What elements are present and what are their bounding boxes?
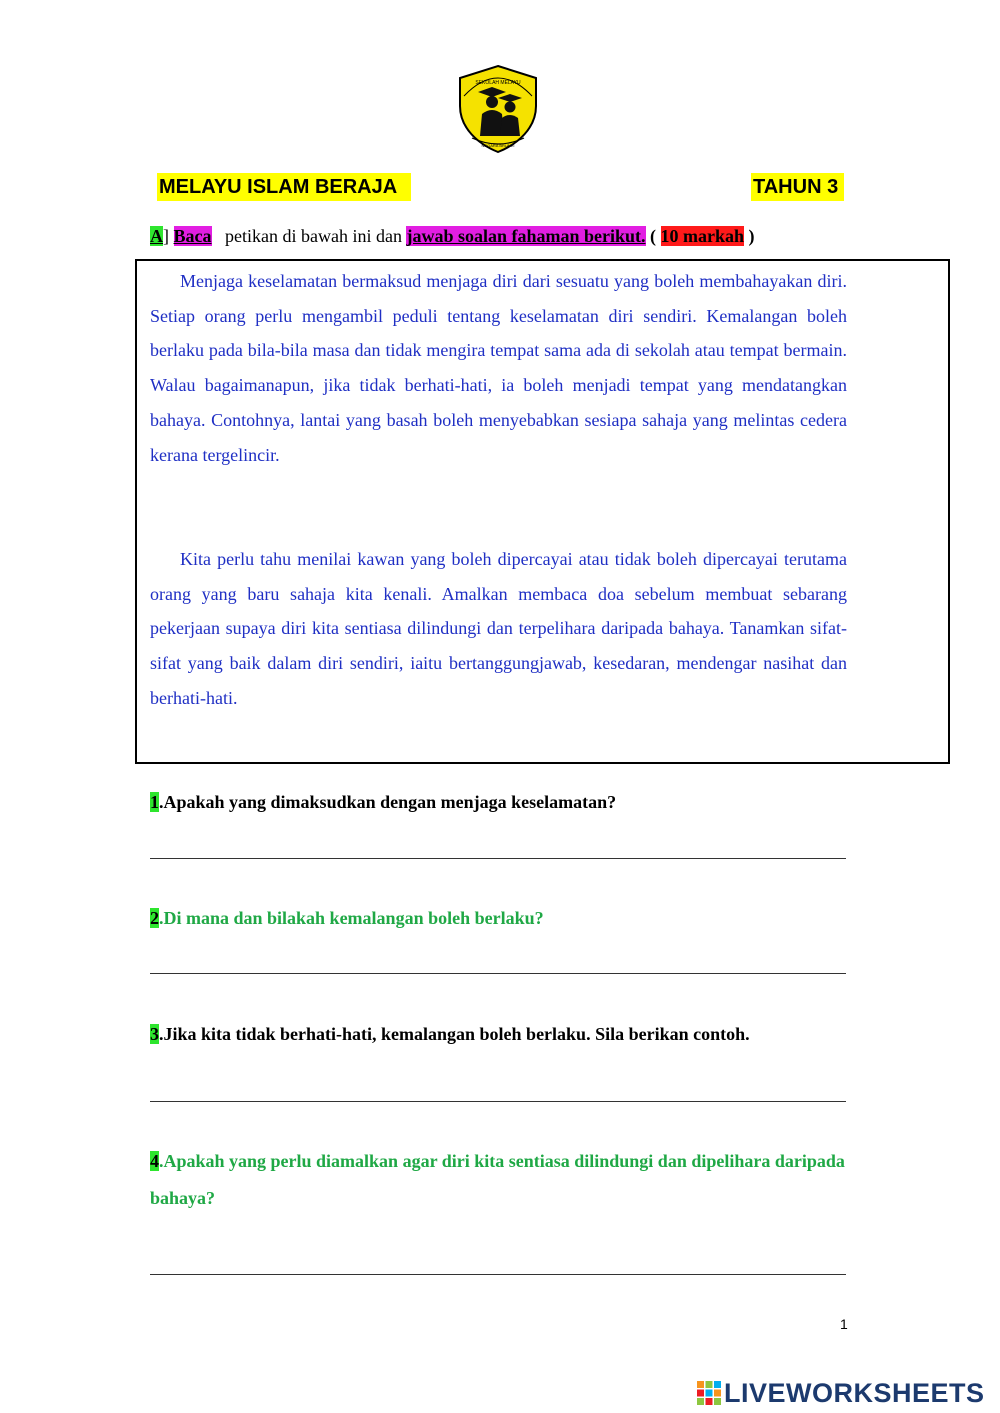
liveworksheets-brand[interactable] xyxy=(696,1376,985,1410)
answer-line-2[interactable] xyxy=(150,973,846,974)
question-text: .Apakah yang perlu diamalkan agar diri kita sentiasa dilindungi dan dipelihara daripada bahaya? xyxy=(150,1151,845,1208)
crest-top-text: SEKOLAH MELAYU xyxy=(475,80,521,86)
question-number: 2 xyxy=(150,908,159,928)
passage-paragraph-1: Menjaga keselamatan bermaksud menjaga diri dari sesuatu yang boleh membahayakan diri. Setiap orang perlu mengambil peduli tentang keselamatan diri sendiri. Kemalangan boleh berlaku pada bila-bila masa dan tidak mengira tempat sama ada di sekolah atau tempat bermain. Walau bagaimanapun, jika tidak berhati-hati, ia boleh menjadi tempat yang mendatangkan bahaya. Contohnya, lantai yang basah boleh menyebabkan sesiapa sahaja yang melintas cedera kerana tergelincir. xyxy=(150,271,847,465)
brand-name: LIVEWORKSHEETS xyxy=(724,1377,985,1408)
question-2 xyxy=(150,900,850,937)
page-number: 1 xyxy=(840,1316,848,1332)
section-bracket: ] xyxy=(163,226,169,246)
passage-paragraph-2: Kita perlu tahu menilai kawan yang boleh dipercayai atau tidak boleh dipercayai terutama orang yang baru sahaja kita kenali. Amalkan membaca doa sebelum membuat sebarang pekerjaan supaya diri kita sentiasa dilindungi dan terpelihara daripada bahaya. Tanamkan sifat-sifat yang baik dalam diri sendiri, iaitu bertanggungjawab, kesedaran, mendengar nasihat dan berhati-hati. xyxy=(150,549,847,708)
answer-highlight: jawab soalan fahaman berikut. xyxy=(406,226,646,246)
answer-line-4[interactable] xyxy=(150,1274,846,1275)
question-number: 4 xyxy=(150,1151,159,1171)
question-number: 1 xyxy=(150,792,159,812)
answer-line-1[interactable] xyxy=(150,858,846,859)
year-label: TAHUN 3 xyxy=(751,173,844,201)
subject-title: MELAYU ISLAM BERAJA xyxy=(157,173,411,201)
question-4 xyxy=(150,1143,850,1217)
question-1 xyxy=(150,784,850,821)
answer-line-3[interactable] xyxy=(150,1101,846,1102)
school-crest-icon xyxy=(452,62,544,156)
read-highlight: Baca xyxy=(173,226,212,246)
marks-badge: 10 markah xyxy=(660,226,745,246)
question-text: .Apakah yang dimaksudkan dengan menjaga keselamatan? xyxy=(159,792,617,812)
crest-bottom-text: NEGARA BRUNEI xyxy=(481,143,515,148)
marks-open: ( xyxy=(650,226,656,246)
instruction-middle: petikan di bawah ini dan xyxy=(225,226,402,246)
marks-close: ) xyxy=(748,226,755,246)
section-label: A xyxy=(150,226,163,246)
liveworksheets-logo-icon xyxy=(696,1380,722,1406)
question-3 xyxy=(150,1016,850,1053)
question-text: .Di mana dan bilakah kemalangan boleh berlaku? xyxy=(159,908,544,928)
instruction-line xyxy=(150,223,755,249)
question-number: 3 xyxy=(150,1024,159,1044)
question-text: .Jika kita tidak berhati-hati, kemalangan boleh berlaku. Sila berikan contoh. xyxy=(159,1024,750,1044)
